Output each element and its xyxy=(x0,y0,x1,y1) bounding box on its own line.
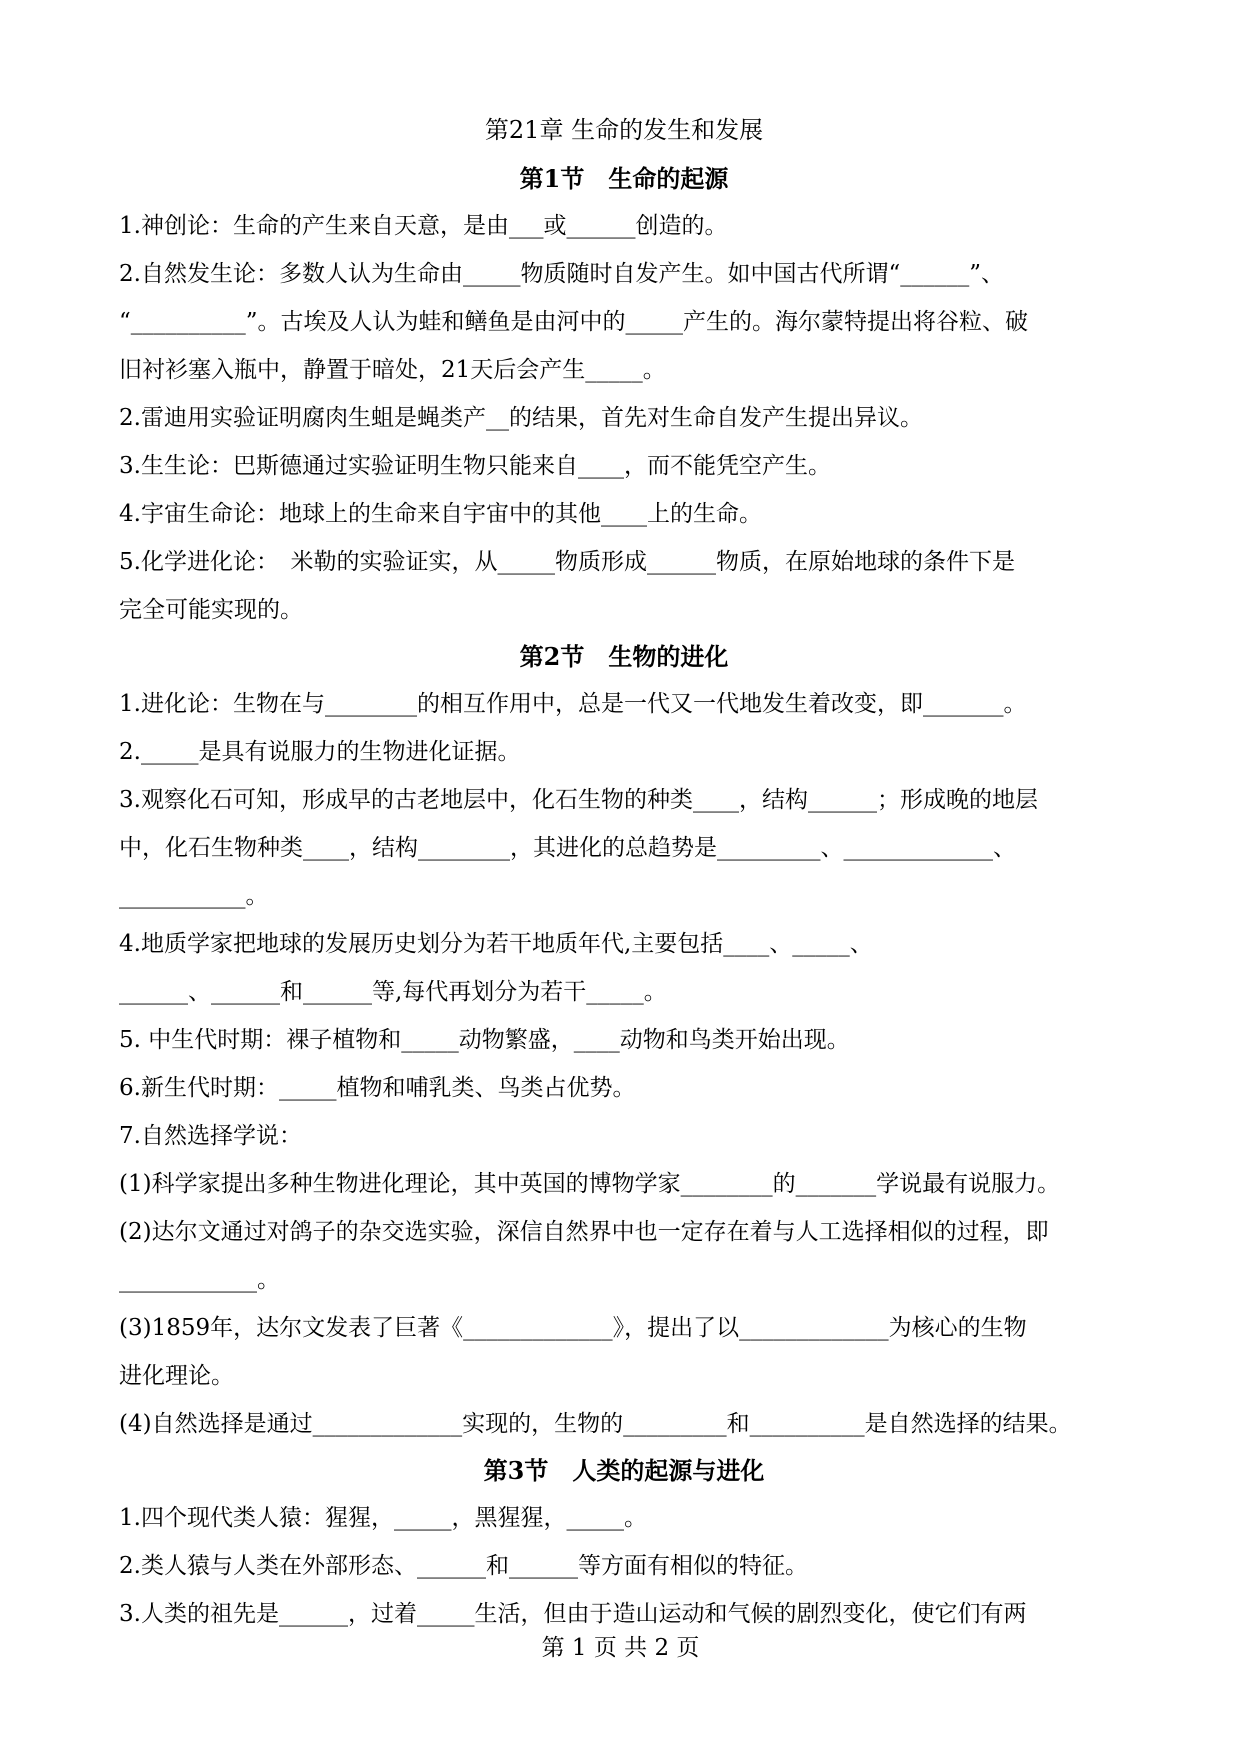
text-line: “__________”。古埃及人认为蛙和鳝鱼是由河中的_____产生的。海尔蒙特提出将谷粒、破 xyxy=(119,309,1029,335)
chapter-title: 第21章 生命的发生和发展 xyxy=(484,116,764,144)
text-line: 1.进化论：生物在与________的相互作用中，总是一代又一代地发生着改变，即_______。 xyxy=(119,691,1027,717)
text-line: (4)自然选择是通过_____________实现的，生物的_________和__________是自然选择的结果。 xyxy=(119,1411,1072,1437)
text-line: ___________。 xyxy=(119,883,269,909)
worksheet-page xyxy=(119,108,1129,1638)
section-3-body xyxy=(119,1494,1129,1638)
text-line: 进化理论。 xyxy=(119,1363,234,1389)
text-line: 3.人类的祖先是______，过着_____生活，但由于造山运动和气候的剧烈变化，使它们有两 xyxy=(119,1601,1027,1627)
text-line: 3.观察化石可知，形成早的古老地层中，化石生物的种类____，结构______；形成晚的地层 xyxy=(119,787,1038,813)
page-footer: 第 1 页 共 2 页 xyxy=(541,1635,700,1661)
text-line: 中，化石生物种类____，结构________，其进化的总趋势是_________、_____________、 xyxy=(119,835,1016,861)
section-2-body xyxy=(119,680,1129,1448)
text-line: (3)1859年，达尔文发表了巨著《_____________》，提出了以_____________为核心的生物 xyxy=(119,1315,1027,1341)
section-2-title: 第2节 生物的进化 xyxy=(519,642,729,671)
text-line: 完全可能实现的。 xyxy=(119,597,303,623)
text-line: 2.类人猿与人类在外部形态、______和______等方面有相似的特征。 xyxy=(119,1553,808,1579)
text-line: (2)达尔文通过对鸽子的杂交选实验，深信自然界中也一定存在着与人工选择相似的过程，即 xyxy=(119,1219,1049,1245)
text-line: 1.四个现代类人猿：猩猩，_____，黑猩猩，_____。 xyxy=(119,1505,647,1531)
text-line: 7.自然选择学说： xyxy=(119,1123,302,1149)
text-line: 2._____是具有说服力的生物进化证据。 xyxy=(119,739,521,765)
text-line: 4.宇宙生命论：地球上的生命来自宇宙中的其他____上的生命。 xyxy=(119,501,762,527)
text-line: ______、______和______等,每代再划分为若干_____。 xyxy=(119,979,667,1005)
section-1-title: 第1节 生命的起源 xyxy=(519,164,729,193)
text-line: 6.新生代时期：_____植物和哺乳类、鸟类占优势。 xyxy=(119,1075,636,1101)
text-line: 5.化学进化论： 米勒的实验证实，从_____物质形成______物质，在原始地球的条件下是 xyxy=(119,549,1015,575)
section-3-title: 第3节 人类的起源与进化 xyxy=(483,1456,765,1485)
text-line: 2.雷迪用实验证明腐肉生蛆是蝇类产__的结果，首先对生命自发产生提出异议。 xyxy=(119,405,923,431)
text-line: 1.神创论：生命的产生来自天意，是由___或______创造的。 xyxy=(119,213,728,239)
text-line: ____________。 xyxy=(119,1267,280,1293)
text-line: 2.自然发生论：多数人认为生命由_____物质随时自发产生。如中国古代所谓“______”、 xyxy=(119,261,1004,287)
text-line: 3.生生论：巴斯德通过实验证明生物只能来自____，而不能凭空产生。 xyxy=(119,453,831,479)
section-1-body xyxy=(119,202,1129,634)
text-line: 4.地质学家把地球的发展历史划分为若干地质年代,主要包括____、_____、 xyxy=(119,931,873,957)
text-line: (1)科学家提出多种生物进化理论，其中英国的博物学家________的_______学说最有说服力。 xyxy=(119,1171,1061,1197)
text-line: 5. 中生代时期：裸子植物和_____动物繁盛，____动物和鸟类开始出现。 xyxy=(119,1027,850,1053)
text-line: 旧衬衫塞入瓶中，静置于暗处，21天后会产生_____。 xyxy=(119,357,666,383)
